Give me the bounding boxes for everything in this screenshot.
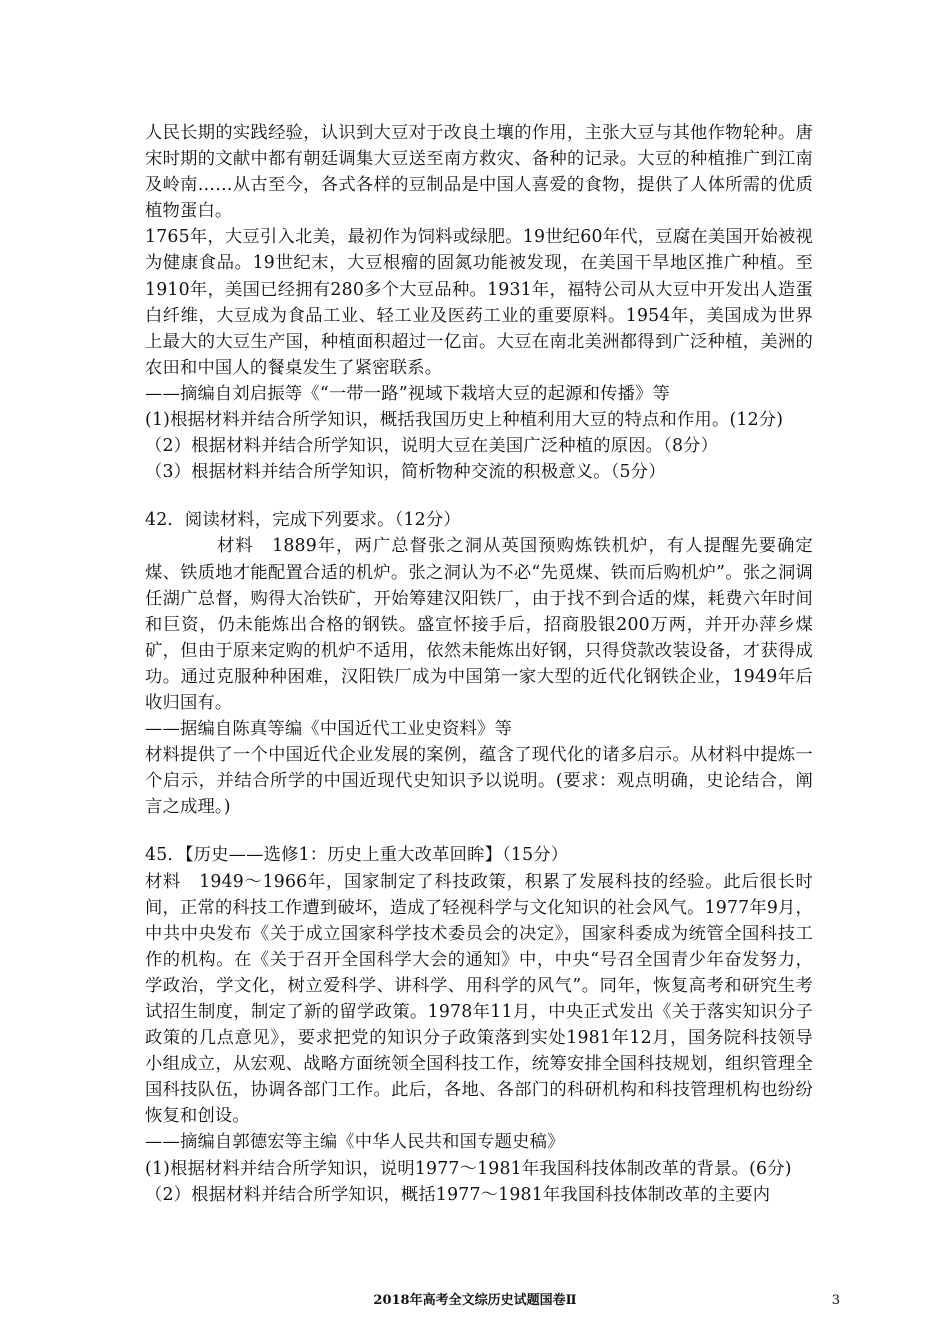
question-item: （2）根据材料并结合所学知识，说明大豆在美国广泛种植的原因。（8分） — [145, 436, 719, 457]
page-body — [145, 120, 813, 1208]
question-item: (1)根据材料并结合所学知识，说明1977～1981年我国科技体制改革的背景。(6分) — [145, 1158, 792, 1179]
page-number: 3 — [831, 1293, 840, 1308]
material-paragraph: 材料 1889年，两广总督张之洞从英国预购炼铁机炉，有人提醒先要确定煤、铁质地才能配置合适的机炉。张之洞认为不必“先觅煤、铁而后购机炉”。张之洞调任湖广总督，购得大冶铁矿，开始筹建汉阳铁厂，由于找不到合适的煤，耗费六年时间和巨资，仍未能炼出合格的钢铁。盛宣怀接手后，招商股银200万两，并开办萍乡煤矿，但由于原来定购的机炉不适用，依然未能炼出好钢，只得贷款改装设备，才获得成功。通过克服种种困难，汉阳铁厂成为中国第一家大型的近代化钢铁企业，1949年后收归国有。 — [145, 536, 813, 713]
section-spacer — [145, 820, 813, 842]
material-paragraph: 材料 1949～1966年，国家制定了科技政策，积累了发展科技的经验。此后很长时间，正常的科技工作遭到破坏，造成了轻视科学与文化知识的社会风气。1977年9月，中共中央发布《关于成立国家科学技术委员会的决定》，国家科委成为统管全国科技工作的机构。在《关于召开全国科学大会的通知》中，中央“号召全国青少年奋发努力，学政治，学文化，树立爱科学、讲科学、用科学的风气”。同年，恢复高考和研究生考试招生制度，制定了新的留学政策。1978年11月，中央正式发出《关于落实知识分子政策的几点意见》，要求把党的知识分子政策落到实处1981年12月，国务院科技领导小组成立，从宏观、战略方面统领全国科技工作，统筹安排全国科技规划，组织管理全国科技队伍，协调各部门工作。此后，各地、各部门的科研机构和科技管理机构也纷纷恢复和创设。 — [145, 871, 813, 1127]
source-citation: ——摘编自郭德宏等主编《中华人民共和国专题史稿》 — [145, 1132, 565, 1153]
question-item: （3）根据材料并结合所学知识，简析物种交流的积极意义。（5分） — [145, 462, 666, 483]
question-heading: 45．【历史——选修1：历史上重大改革回眸】（15分） — [145, 845, 569, 866]
task-instruction: 材料提供了一个中国近代企业发展的案例，蕴含了现代化的诸多启示。从材料中提炼一个启示，并结合所学的中国近现代史知识予以说明。(要求：观点明确，史论结合，阐言之成理。) — [145, 745, 813, 818]
footer-title: 2018年高考全文综历史试题国卷Ⅱ — [373, 1293, 577, 1308]
material-paragraph: 人民长期的实践经验，认识到大豆对于改良土壤的作用，主张大豆与其他作物轮种。唐宋时期的文献中都有朝廷调集大豆送至南方救灾、备种的记录。大豆的种植推广到江南及岭南……从古至今，各式各样的豆制品是中国人喜爱的食物，提供了人体所需的优质植物蛋白。 — [145, 123, 813, 222]
question-heading: 42．阅读材料，完成下列要求。（12分） — [145, 510, 461, 531]
question-item: （2）根据材料并结合所学知识，概括1977～1981年我国科技体制改革的主要内 — [145, 1184, 771, 1205]
source-citation: ——摘编自刘启振等《“一带一路”视域下栽培大豆的起源和传播》等 — [145, 383, 671, 404]
material-paragraph: 1765年，大豆引入北美，最初作为饲料或绿肥。19世纪60年代，豆腐在美国开始被视为健康食品。19世纪末，大豆根瘤的固氮功能被发现，在美国干旱地区推广种植。至1910年，美国已经拥有280多个大豆品种。1931年，福特公司从大豆中开发出人造蛋白纤维，大豆成为食品工业、轻工业及医药工业的重要原料。1954年，美国成为世界上最大的大豆生产国，种植面积超过一亿亩。大豆在南北美洲都得到广泛种植，美洲的农田和中国人的餐桌发生了紧密联系。 — [145, 227, 813, 378]
question-item: (1)根据材料并结合所学知识，概括我国历史上种植利用大豆的特点和作用。(12分) — [145, 410, 784, 431]
page-footer — [0, 1288, 950, 1316]
section-spacer — [145, 485, 813, 507]
source-citation: ——据编自陈真等编《中国近代工业史资料》等 — [145, 719, 513, 740]
